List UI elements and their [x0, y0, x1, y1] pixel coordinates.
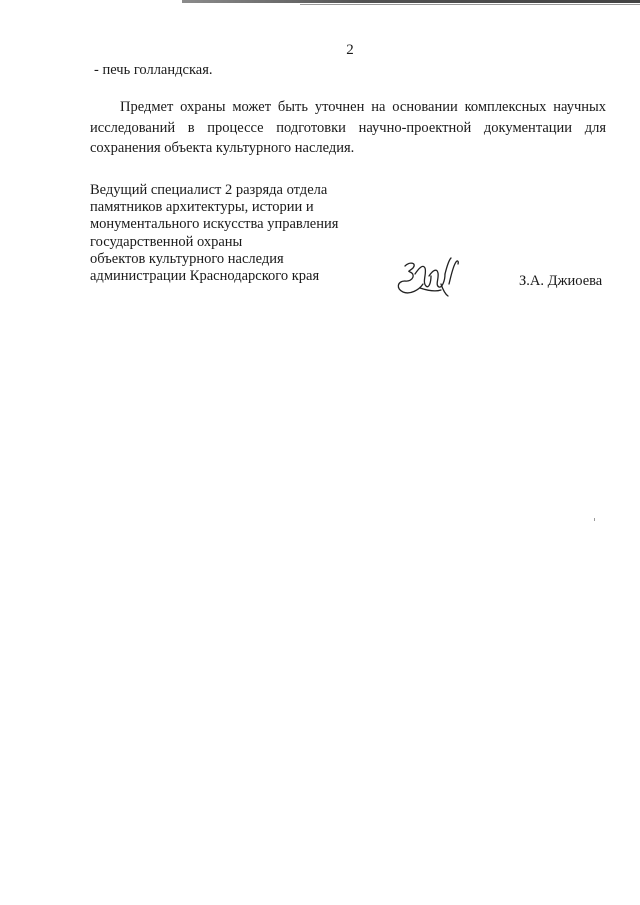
body-paragraph: Предмет охраны может быть уточнен на основании комплексных научных исследований в процессе подготовки научно-проектной документации для сохранения объекта культурного наследия. — [90, 99, 606, 156]
signer-position-line: монументального искусства управления — [90, 216, 339, 233]
signer-position-block — [90, 182, 390, 285]
signer-name: З.А. Джиоева — [519, 273, 603, 289]
scan-edge-line-secondary — [300, 4, 640, 5]
scan-edge-line — [182, 0, 640, 3]
scan-speck — [594, 518, 595, 521]
list-item: - печь голландская. — [94, 62, 213, 78]
signer-position-line: Ведущий специалист 2 разряда отдела — [90, 182, 328, 198]
page-number: 2 — [346, 42, 354, 58]
signer-position-line: памятников архитектуры, истории и — [90, 199, 314, 216]
handwritten-signature-icon — [393, 254, 465, 298]
signer-position-line: администрации Краснодарского края — [90, 268, 320, 285]
signer-position-line: объектов культурного наследия — [90, 250, 284, 267]
signer-position-line: государственной охраны — [90, 233, 243, 250]
